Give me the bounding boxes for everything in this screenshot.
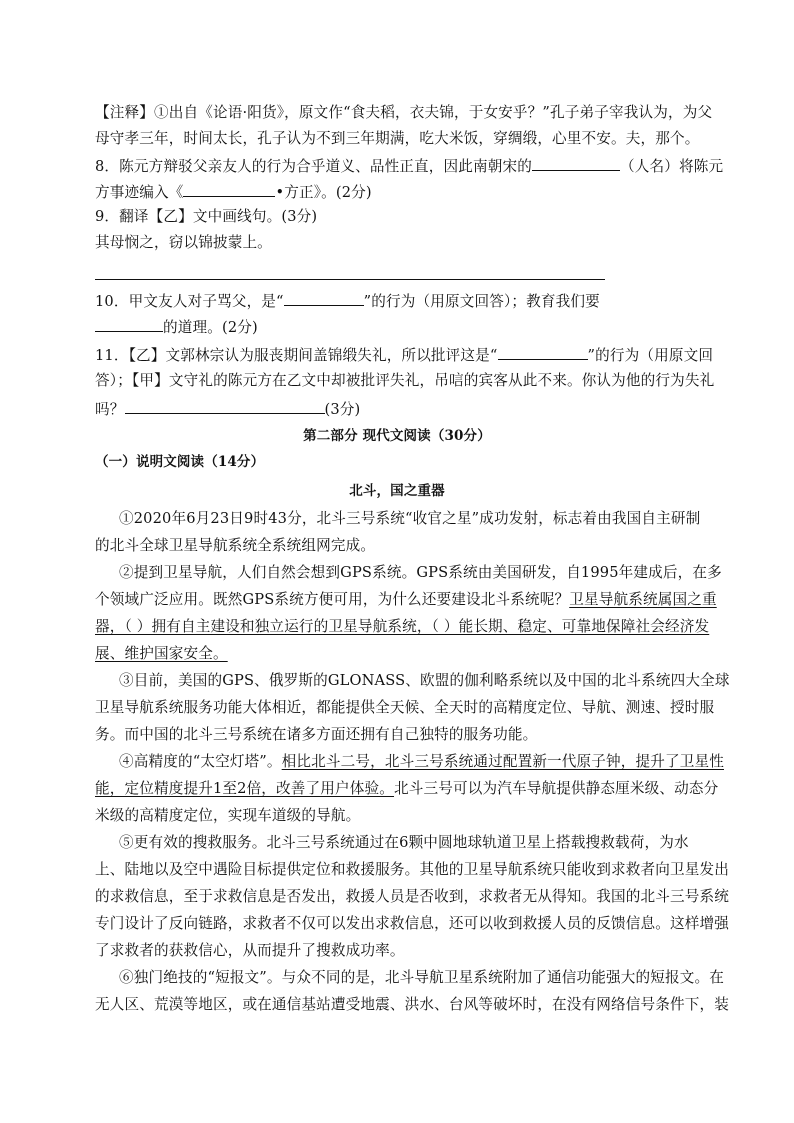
paragraph-5-line-2: 上、陆地以及空中遇险目标提供定位和救援服务。其他的卫星导航系统只能收到求救者向卫星发出 xyxy=(95,861,729,878)
question-10-line-2 xyxy=(95,316,705,338)
question-8-line-1 xyxy=(95,155,724,177)
question-11-line-2: 答）；【甲】文守礼的陈元方在乙文中却被批评失礼，吊唁的宾客从此不来。你认为他的行为失礼 xyxy=(95,372,715,389)
q11-blank-1[interactable] xyxy=(498,344,588,360)
question-10-line-1 xyxy=(95,290,705,312)
q10-text-2: ”的行为（用原文回答）；教育我们要 xyxy=(363,293,600,310)
q10-blank-1[interactable] xyxy=(284,290,364,306)
q11-text-4: (3分) xyxy=(324,401,361,418)
q10-text-1: 10．甲文友人对子骂父，是“ xyxy=(95,293,284,310)
q8-blank-name[interactable] xyxy=(532,155,620,171)
paragraph-2-line-2 xyxy=(95,590,717,610)
p2-text: 个领域广泛应用。既然GPS系统方便可用，为什么还要建设北斗系统呢？ xyxy=(95,591,570,608)
question-9-prompt: 9．翻译【乙】文中画线句。(3分) xyxy=(95,208,318,225)
paragraph-2-line-4: 展、维护国家安全。 xyxy=(95,645,228,662)
q9-answer-line[interactable] xyxy=(95,279,605,280)
paragraph-1-line-1: ①2020年6月23日9时43分，北斗三号系统“收官之星”成功发射，标志着由我国自主研制 xyxy=(119,510,701,527)
paragraph-6-line-2: 无人区、荒漠等地区，或在通信基站遭受地震、洪水、台风等破坏时，在没有网络信号条件下，装 xyxy=(95,996,729,1013)
p2-underlined-start: 卫星导航系统属国之重 xyxy=(569,591,717,608)
question-11-line-1 xyxy=(95,344,714,366)
p4-heading: ④高精度的“太空灯塔”。 xyxy=(119,753,282,770)
paragraph-3-line-2: 卫星导航系统服务功能大体相近，都能提供全天候、全天时的高精度定位、导航、测速、授时服 xyxy=(95,699,715,716)
article-title: 北斗，国之重器 xyxy=(349,483,445,499)
q8-text-4: •方正》。(2分) xyxy=(275,184,372,201)
p4-text: 北斗三号可以为汽车导航提供静态厘米级、动态分 xyxy=(394,780,719,797)
paragraph-5-line-3: 的求救信息，至于求救信息是否发出，救援人员是否收到，求救者无从得知。我国的北斗三号系统 xyxy=(95,888,729,905)
paragraph-2-line-3: 器，（ ）拥有自主建设和独立运行的卫星导航系统，（ ）能长期、稳定、可靠地保障社会经济发 xyxy=(95,618,710,635)
paragraph-4-line-3: 米级的高精度定位，实现车道级的导航。 xyxy=(95,807,361,824)
question-9-sentence: 其母悯之，窃以锦披蒙上。 xyxy=(95,234,272,251)
paragraph-6-line-1: ⑥独门绝技的“短报文”。与众不同的是，北斗导航卫星系统附加了通信功能强大的短报文。在 xyxy=(119,969,724,986)
paragraph-3-line-1: ③目前，美国的GPS、俄罗斯的GLONASS、欧盟的伽利略系统以及中国的北斗系统四大全球 xyxy=(119,672,730,689)
paragraph-4-line-1 xyxy=(119,752,724,772)
paragraph-1-line-2: 的北斗全球卫星导航系统全系统组网完成。 xyxy=(95,537,376,554)
paragraph-3-line-3: 务。而中国的北斗三号系统在诸多方面还拥有自己独特的服务功能。 xyxy=(95,726,538,743)
q8-text-2: （人名）将陈元 xyxy=(620,158,724,175)
paragraph-5-line-5: 了求救者的获救信心，从而提升了搜救成功率。 xyxy=(95,942,405,959)
q11-text-3: 吗？ xyxy=(95,401,125,418)
p4-underlined-2: 能，定位精度提升1至2倍，改善了用户体验。 xyxy=(95,780,395,797)
p4-underlined-1: 相比北斗二号，北斗三号系统通过配置新一代原子钟，提升了卫星性 xyxy=(281,753,724,770)
section-title: 第二部分 现代文阅读（30分） xyxy=(303,428,491,444)
q8-text-1: 8．陈元方辩驳父亲友人的行为合乎道义、品性正直，因此南朝宋的 xyxy=(95,158,533,175)
paragraph-4-line-2 xyxy=(95,779,719,799)
q11-text-1: 11．【乙】文郭林宗认为服丧期间盖锦缎失礼，所以批评这是“ xyxy=(95,347,498,364)
q8-blank-book[interactable] xyxy=(183,181,275,197)
question-8-line-2 xyxy=(95,181,705,203)
paragraph-2-line-1: ②提到卫星导航，人们自然会想到GPS系统。GPS系统由美国研发，自1995年建成后，在多 xyxy=(119,564,722,581)
q10-blank-2[interactable] xyxy=(95,316,163,332)
q10-text-3: 的道理。(2分) xyxy=(163,319,258,336)
annotation-line-1: 【注释】①出自《论语·阳货》，原文作“食夫稻，衣夫锦，于女安乎？”孔子弟子宰我认为，为父 xyxy=(95,104,713,121)
subsection-title: （一）说明文阅读（14分） xyxy=(95,454,265,470)
annotation-line-2: 母守孝三年，时间太长，孔子认为不到三年期满，吃大米饭，穿绸缎，心里不安。夫，那个。 xyxy=(95,130,700,147)
paragraph-5-line-1: ⑤更有效的搜救服务。北斗三号系统通过在6颗中圆地球轨道卫星上搭载搜救载荷，为水 xyxy=(119,834,689,851)
paragraph-5-line-4: 专门设计了反向链路，求救者不仅可以发出求救信息，还可以收到救援人员的反馈信息。这样增强 xyxy=(95,915,729,932)
q8-text-3: 方事迹编入《 xyxy=(95,184,184,201)
q11-text-2: ”的行为（用原文回 xyxy=(587,347,714,364)
q11-blank-2[interactable] xyxy=(125,398,325,414)
question-11-line-3 xyxy=(95,398,705,420)
